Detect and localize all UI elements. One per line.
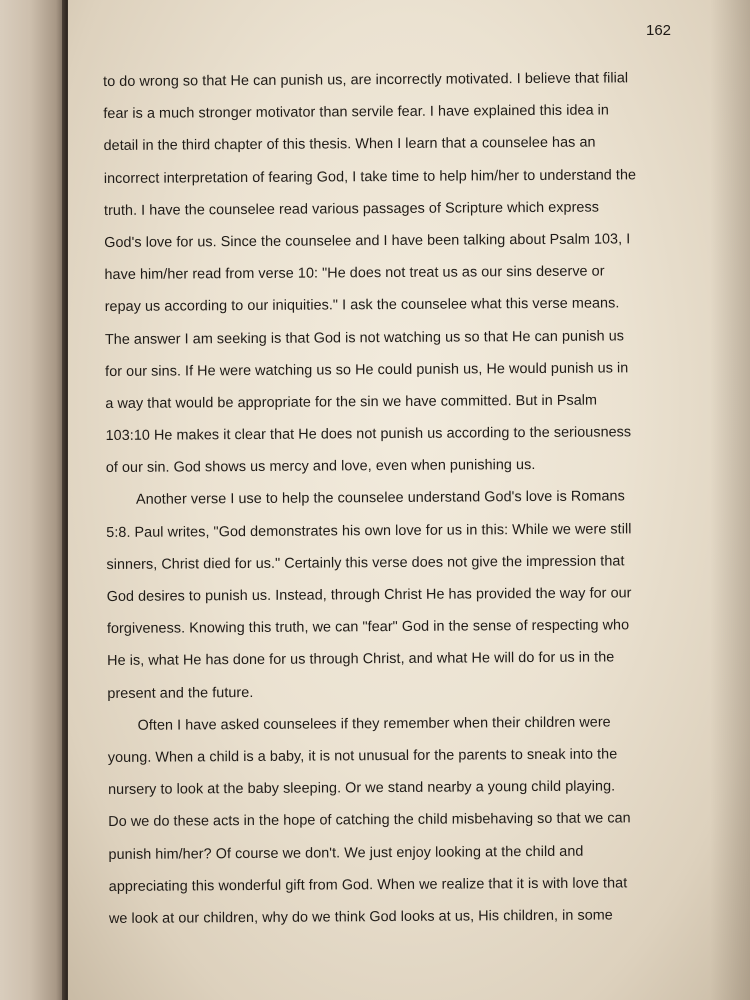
text-line: truth. I have the counselee read various passages of Scripture which express — [103, 199, 600, 219]
left-page-edge — [0, 0, 64, 1000]
text-line: nursery to look at the baby sleeping. Or we stand nearby a young child playing. — [107, 778, 616, 799]
text-line: of our sin. God shows us mercy and love, even when punishing us. — [105, 457, 536, 477]
text-line: have him/her read from verse 10: "He does not treat us as our sins deserve or — [104, 263, 605, 284]
text-line: repay us according to our iniquities." I ask the counselee what this verse means. — [104, 295, 620, 316]
text-line: 5:8. Paul writes, "God demonstrates his own love for us in this: While we were still — [106, 520, 632, 541]
text-line: God's love for us. Since the counselee and I have been talking about Psalm 103, I — [104, 231, 631, 251]
paragraph — [106, 480, 708, 709]
text-line: forgiveness. Knowing this truth, we can "fear" God in the sense of respecting who — [106, 617, 630, 638]
text-line: to do wrong so that He can punish us, are incorrectly motivated. I believe that filial — [103, 70, 629, 90]
text-line: detail in the third chapter of this thesis. When I learn that a counselee has an — [103, 134, 596, 155]
paragraph — [103, 62, 706, 485]
right-page — [68, 0, 750, 1000]
paragraph — [107, 706, 709, 935]
text-line: sinners, Christ died for us." Certainly this verse does not give the impression that — [106, 553, 625, 573]
text-line: God desires to punish us. Instead, through Christ He has provided the way for our — [106, 585, 632, 605]
text-line: we look at our children, why do we think God looks at us, His children, in some — [108, 907, 613, 927]
text-line: fear is a much stronger motivator than servile fear. I have explained this idea in — [103, 102, 610, 123]
text-line: He is, what He has done for us through Christ, and what He will do for us in the — [107, 649, 615, 670]
text-line: punish him/her? Of course we don't. We just enjoy looking at the child and — [108, 843, 584, 863]
text-line: present and the future. — [107, 684, 254, 702]
text-line: for our sins. If He were watching us so He could punish us, He would punish us in — [105, 360, 629, 380]
text-line: The answer I am seeking is that God is not watching us so that He can punish us — [104, 327, 625, 348]
text-line: appreciating this wonderful gift from God. When we realize that it is with love that — [108, 875, 628, 895]
body-text — [103, 62, 709, 935]
text-line: Another verse I use to help the counselee understand God's love is Romans — [135, 488, 625, 509]
text-line: a way that would be appropriate for the sin we have committed. But in Psalm — [105, 392, 598, 412]
text-line: 103:10 He makes it clear that He does not punish us according to the seriousness — [105, 424, 632, 445]
text-line: Often I have asked counselees if they remember when their children were — [137, 714, 611, 734]
text-line: incorrect interpretation of fearing God, I take time to help him/her to understand the — [103, 166, 637, 187]
text-line: young. When a child is a baby, it is not unusual for the parents to sneak into the — [107, 746, 618, 766]
text-line: Do we do these acts in the hope of catching the child misbehaving so that we can — [108, 810, 631, 831]
page-number: 162 — [646, 22, 672, 39]
